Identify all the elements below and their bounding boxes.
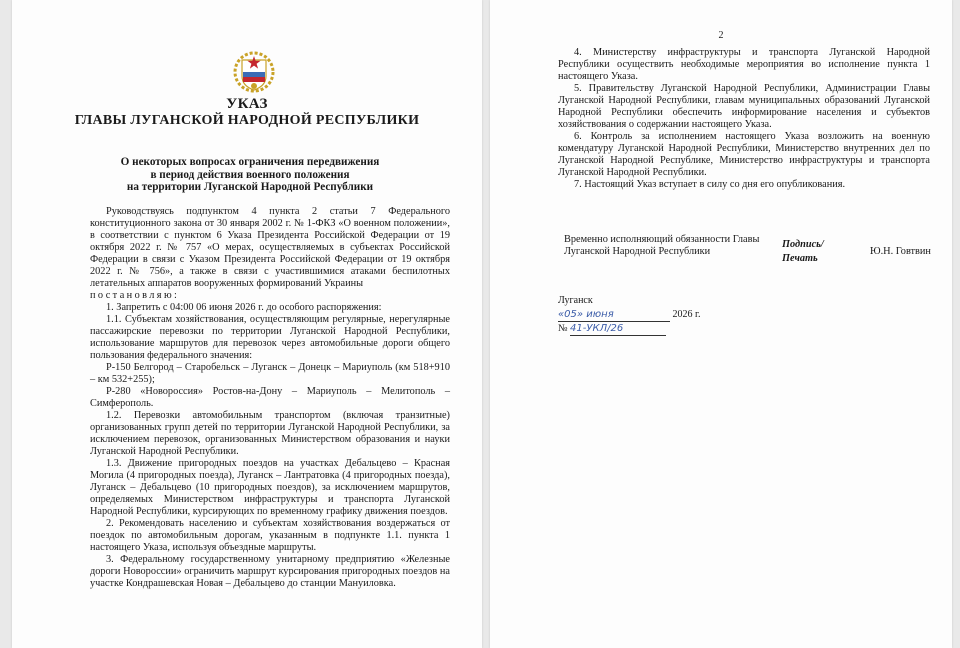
document-type-title: УКАЗ xyxy=(226,96,268,112)
item-5: 5. Правительству Луганской Народной Республики, Администрации Главы Луганской Народной Республики, главам муниципальных образований Луганской Народной Республики обеспечить информирование населения и субъектов хозяйствования о содержании настоящего Указа. xyxy=(558,83,930,130)
issuer-title: ГЛАВЫ ЛУГАНСКОЙ НАРОДНОЙ РЕСПУБЛИКИ xyxy=(74,113,420,128)
handwritten-date: «05» июня xyxy=(558,308,670,322)
item-1-3: 1.3. Движение пригородных поездов на участках Дебальцево – Красная Могила (4 пригородных поезда), Луганск – Лантратовка (4 пригородных поезда), Луганск – Дебальцево (10 пригородных поездов), за исключением маршрутов, определяемых Министерством инфраструктуры и транспорта Луганской Народной Республики, курсирующих по временному графику движения поездов. xyxy=(90,458,450,517)
subject-line: в период действия военного положения xyxy=(150,168,350,181)
item-4: 4. Министерству инфраструктуры и транспорта Луганской Народной Республики осуществить необходимые мероприятия во исполнение пункта 1 настоящего Указа. xyxy=(558,47,930,82)
handwritten-number: 41-УКЛ/26 xyxy=(570,322,666,336)
page-number: 2 xyxy=(718,30,724,41)
decree-subject xyxy=(72,156,428,194)
document-page-2 xyxy=(490,0,952,648)
item-3: 3. Федеральному государственному унитарному предприятию «Железные дороги Новороссии» ограничить маршрут курсирования пригородных поездов на участке Кондрашевская Новая – Дебальцево до станции Мануиловка. xyxy=(90,554,450,589)
item-6: 6. Контроль за исполнением настоящего Указа возложить на военную комендатуру Луганской Народной Республики, Министерство внутренних дел по Луганской Народной Республике, Министерство инфраструктуры и транспорта Луганской Народной Республики. xyxy=(558,131,930,178)
decree-body-continued xyxy=(558,47,930,191)
item-1: 1. Запретить с 04:00 06 июня 2026 г. до особого распоряжения: xyxy=(106,302,382,313)
signature-stamp-placeholder: Подпись/ Печать xyxy=(782,239,824,264)
decree-word: постановляю: xyxy=(90,290,180,301)
item-1-1: 1.1. Субъектам хозяйствования, осуществляющим регулярные, нерегулярные пассажирские перевозки по территории Луганской Народной Республики, использование маршрутов для перевозок через автомобильные дороги общего пользования федерального значения: xyxy=(90,314,450,361)
decree-body xyxy=(90,206,450,590)
item-1-2: 1.2. Перевозки автомобильным транспортом (включая транзитные) организованных групп детей по территории Луганской Народной Республики, за исключением перевозок, организованных Министерством образования и науки Луганской Народной Республики. xyxy=(90,410,450,457)
number-prefix: № xyxy=(558,323,568,334)
road-p280: Р-280 «Новороссия» Ростов-на-Дону – Мариуполь – Мелитополь – Симферополь. xyxy=(90,386,450,409)
signer-position: Временно исполняющий обязанности Главы Луганской Народной Республики xyxy=(564,234,760,257)
lnr-coat-of-arms-icon xyxy=(232,48,276,94)
item-7: 7. Настоящий Указ вступает в силу со дня его опубликования. xyxy=(574,179,846,190)
signature-block xyxy=(558,234,938,274)
subject-line: на территории Луганской Народной Республики xyxy=(126,181,374,193)
road-p150: Р-150 Белгород – Старобельск – Луганск – Донецк – Мариуполь (км 518+910 – км 532+255); xyxy=(90,362,450,385)
issue-place-date xyxy=(558,294,758,336)
issue-place: Луганск xyxy=(558,295,593,306)
subject-line: О некоторых вопросах ограничения передвижения xyxy=(120,156,380,168)
date-year: 2026 г. xyxy=(672,309,701,320)
signer-name: Ю.Н. Говтвин xyxy=(870,246,931,257)
preamble: Руководствуясь подпунктом 4 пункта 2 статьи 7 Федерального конституционного закона от 30 января 2002 г. № 1-ФКЗ «О военном положении», в соответствии с пунктом 6 Указа Президента Российской Федерации от 19 октября 2022 г. № 757 «О мерах, осуществляемых в субъектах Российской Федерации в связи с Указом Президента Российской Федерации от 19 октября 2022 г. № 756», а также в связи с участившимися атаками беспилотных летательных аппаратов вооруженных формирований Украины xyxy=(90,206,450,289)
document-page-1 xyxy=(12,0,482,648)
item-2: 2. Рекомендовать населению и субъектам хозяйствования воздержаться от поездок по автомобильным дорогам, указанным в подпункте 1.1. пункта 1 настоящего Указа, используя объездные маршруты. xyxy=(90,518,450,553)
